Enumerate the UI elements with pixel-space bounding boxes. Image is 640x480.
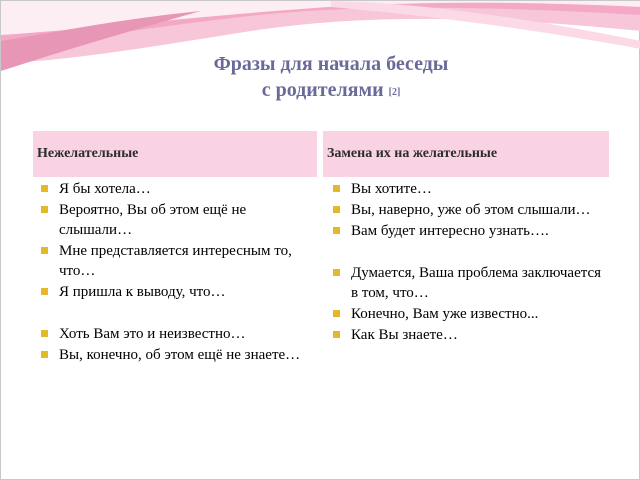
list-item: Вы, конечно, об этом ещё не знаете…	[39, 345, 315, 365]
bullet-square-icon	[41, 330, 48, 337]
list-item: Я пришла к выводу, что…	[39, 282, 315, 302]
list-item: Я бы хотела…	[39, 179, 315, 199]
bullet-square-icon	[333, 269, 340, 276]
title-line-2-text: с родителями	[261, 79, 384, 101]
list-spacer	[39, 303, 315, 323]
column-header-desirable: Замена их на желательные	[323, 131, 609, 177]
bullet-square-icon	[333, 310, 340, 317]
bullet-square-icon	[41, 206, 48, 213]
bullet-square-icon	[333, 331, 340, 338]
list-item: Мне представляется интересным то, что…	[39, 241, 315, 281]
bullet-square-icon	[333, 185, 340, 192]
list-item: Как Вы знаете…	[331, 325, 607, 345]
bullet-square-icon	[41, 351, 48, 358]
list-item: Вы, наверно, уже об этом слышали…	[331, 200, 607, 220]
slide-title	[1, 51, 640, 106]
list-item: Думается, Ваша проблема заключается в том, что…	[331, 263, 607, 303]
bullet-square-icon	[333, 206, 340, 213]
title-line-2	[1, 77, 640, 106]
title-line-1: Фразы для начала беседы	[213, 53, 449, 75]
desirable-phrases-list	[331, 179, 607, 346]
bullet-square-icon	[333, 227, 340, 234]
bullet-square-icon	[41, 288, 48, 295]
list-spacer	[331, 242, 607, 262]
list-item: Вам будет интересно узнать….	[331, 221, 607, 241]
list-item: Вероятно, Вы об этом ещё не слышали…	[39, 200, 315, 240]
bullet-square-icon	[41, 185, 48, 192]
title-reference: [2]	[388, 87, 401, 98]
undesirable-phrases-list	[39, 179, 315, 366]
list-item: Конечно, Вам уже известно...	[331, 304, 607, 324]
column-header-undesirable: Нежелательные	[33, 131, 317, 177]
bullet-square-icon	[41, 247, 48, 254]
list-item: Хоть Вам это и неизвестно…	[39, 324, 315, 344]
list-item: Вы хотите…	[331, 179, 607, 199]
